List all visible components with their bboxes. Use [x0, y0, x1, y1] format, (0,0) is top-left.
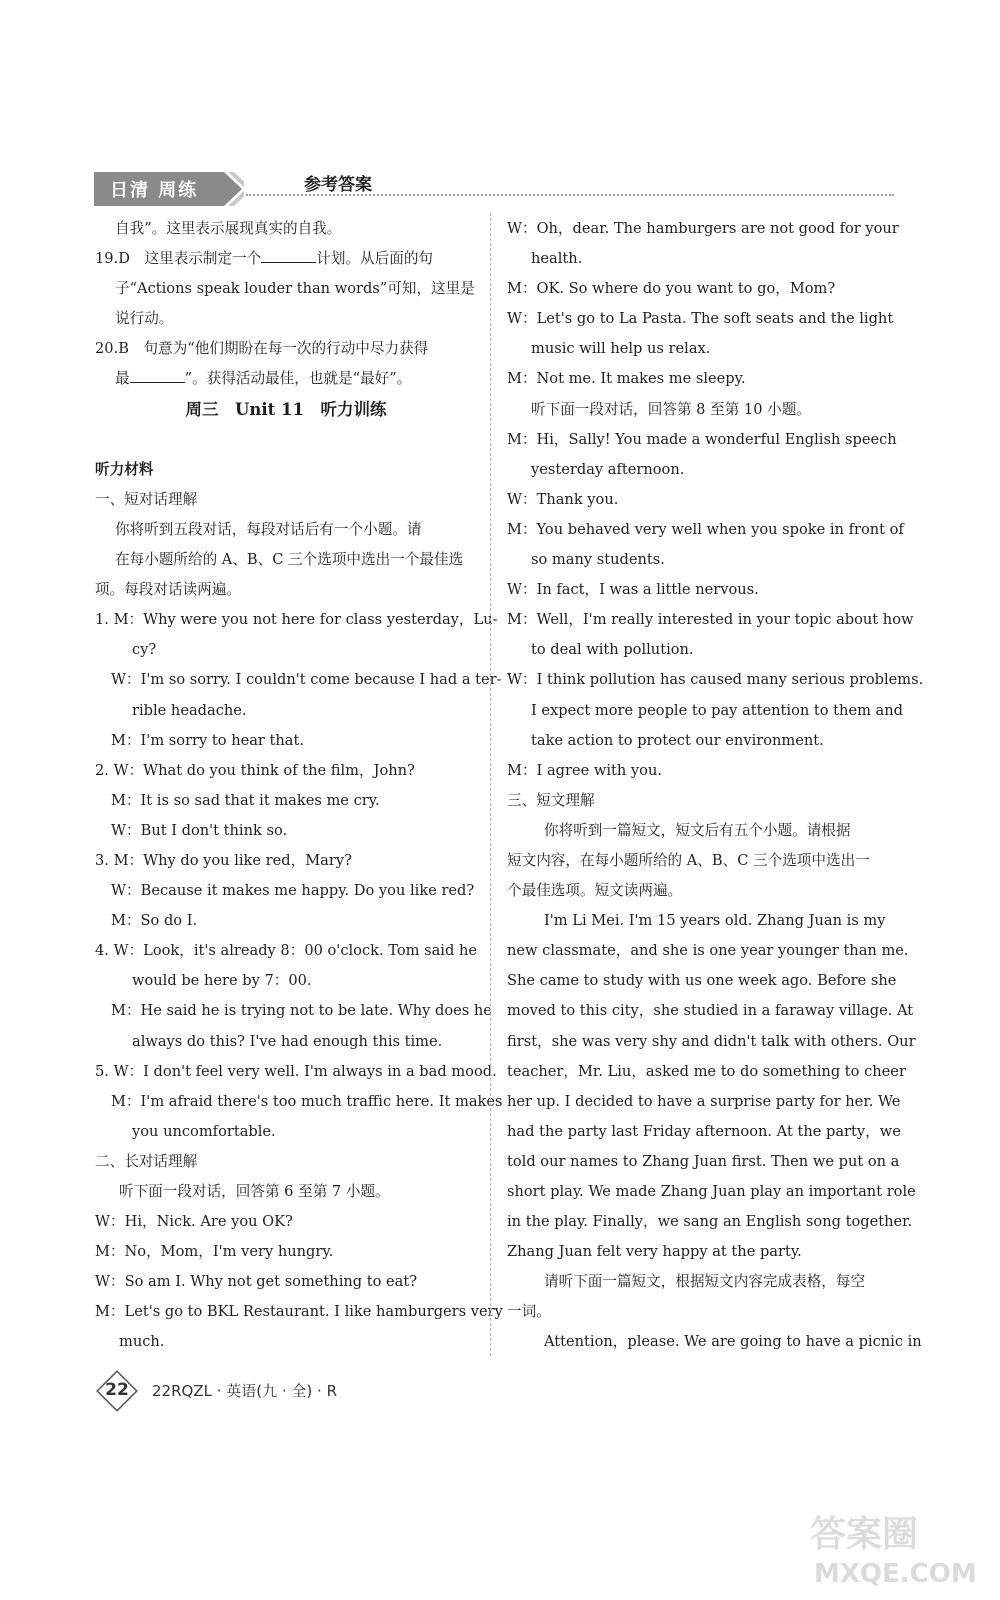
page-title: 参考答案	[304, 175, 372, 195]
line-text: much.	[119, 1333, 165, 1351]
text-line	[507, 1027, 916, 1057]
line-text: always do this? I've had enough this time.	[132, 1032, 443, 1050]
text-line	[507, 364, 890, 394]
text-line	[507, 334, 890, 364]
text-line	[507, 1057, 906, 1087]
line-text: yesterday afternoon.	[531, 460, 685, 478]
line-text: 请听下面一篇短文，根据短文内容完成表格，每空	[544, 1273, 866, 1291]
text-line	[95, 786, 477, 816]
line-text: take action to protect our environment.	[531, 731, 824, 749]
column-divider	[490, 213, 491, 1356]
text-line	[95, 635, 477, 665]
text-line	[95, 1297, 503, 1327]
text-line	[95, 936, 477, 966]
text-line	[95, 1237, 477, 1267]
line-text: to deal with pollution.	[531, 641, 694, 659]
text-line	[507, 906, 890, 936]
text-line	[507, 515, 904, 545]
line-text: you uncomfortable.	[132, 1122, 276, 1140]
text-line	[507, 726, 890, 756]
text-line	[507, 545, 890, 575]
text-line	[507, 996, 914, 1026]
line-text: in the play. Finally，we sang an English song together.	[507, 1213, 913, 1231]
line-text: M：OK. So where do you want to go，Mom?	[507, 280, 836, 298]
line-text: Attention，please. We are going to have a picnic in	[544, 1333, 922, 1351]
footer-code: 22RQZL · 英语(九 · 全) · R	[152, 1382, 337, 1400]
line-text: 说行动。	[115, 310, 174, 328]
line-text: 子“Actions speak louder than words”可知，这里是	[115, 280, 475, 298]
text-line	[507, 936, 909, 966]
text-line	[95, 334, 477, 364]
line-text: so many students.	[531, 551, 665, 569]
line-text: 20.B 句意为“他们期盼在每一次的行动中尽力获得	[95, 340, 429, 358]
line-text: 一、短对话理解	[95, 490, 198, 508]
line-text: 4. W：Look，it's already 8：00 o'clock. Tom said he	[95, 942, 477, 960]
line-text: W：So am I. Why not get something to eat?	[95, 1273, 418, 1291]
text-line	[95, 996, 492, 1026]
fill-blank	[261, 248, 316, 263]
text-line	[95, 1177, 477, 1207]
line-text: M：It is so sad that it makes me cry.	[111, 791, 380, 809]
line-text: health.	[531, 250, 583, 268]
text-line	[95, 395, 477, 425]
line-text: W：Let's go to La Pasta. The soft seats and the light	[507, 310, 894, 328]
text-line	[95, 665, 502, 695]
line-text: 三、短文理解	[507, 791, 595, 809]
text-line	[507, 1207, 913, 1237]
text-line	[507, 846, 890, 876]
text-line	[507, 1087, 901, 1117]
header-tab-label: 日清 周练	[110, 180, 199, 201]
text-line	[507, 485, 890, 515]
text-line	[95, 1207, 477, 1237]
text-line	[507, 395, 890, 425]
line-text: I expect more people to pay attention to them and	[531, 701, 903, 719]
line-text: 个最佳选项。短文读两遍。	[507, 882, 683, 900]
fill-blank	[130, 368, 185, 383]
text-line	[95, 274, 477, 304]
text-line	[507, 214, 899, 244]
line-text: 你将听到一篇短文，短文后有五个小题。请根据	[544, 821, 851, 839]
text-line	[507, 274, 890, 304]
line-text: M：I agree with you.	[507, 761, 663, 779]
line-text: cy?	[132, 641, 157, 659]
text-line	[95, 966, 477, 996]
line-text: new classmate，and she is one year younger than me.	[507, 942, 909, 960]
line-text: rible headache.	[132, 701, 247, 719]
line-text: her up. I decided to have a surprise party for her. We	[507, 1092, 901, 1110]
text-line	[95, 696, 477, 726]
text-line	[95, 244, 477, 274]
line-text: 在每小题所给的 A、B、C 三个选项中选出一个最佳选	[115, 551, 464, 569]
page-number: 22	[105, 1380, 129, 1400]
line-text: M：Hi，Sally! You made a wonderful English speech	[507, 430, 897, 448]
line-text: 听下面一段对话，回答第 6 至第 7 小题。	[119, 1183, 390, 1200]
text-line	[95, 846, 477, 876]
line-text: W：Oh，dear. The hamburgers are not good for your	[507, 220, 899, 237]
text-line	[95, 1327, 477, 1357]
line-text: teacher，Mr. Liu，asked me to do something to cheer	[507, 1062, 906, 1080]
text-line	[95, 876, 477, 906]
text-line	[95, 364, 477, 394]
line-text: W：Thank you.	[507, 490, 619, 508]
text-line	[507, 575, 890, 605]
text-line	[507, 455, 890, 485]
line-text: W：In fact，I was a little nervous.	[507, 581, 759, 599]
text-line	[95, 455, 477, 485]
line-text: first，she was very shy and didn't talk with others. Our	[507, 1032, 916, 1050]
line-text: W：I think pollution has caused many serious problems.	[507, 671, 924, 689]
text-line	[507, 304, 894, 334]
line-text: 二、长对话理解	[95, 1152, 198, 1170]
line-text: W：I'm so sorry. I couldn't come because I had a ter-	[111, 671, 502, 689]
line-text: 短文内容，在每小题所给的 A、B、C 三个选项中选出一	[507, 851, 870, 869]
text-line	[507, 786, 890, 816]
line-text: told our names to Zhang Juan first. Then we put on a	[507, 1152, 900, 1170]
line-text: M：Not me. It makes me sleepy.	[507, 370, 746, 388]
line-text: 19.D 这里表示制定一个	[95, 250, 262, 268]
svg-text:MXQE.COM: MXQE.COM	[814, 1559, 977, 1589]
line-text: moved to this city，she studied in a faraway village. At	[507, 1002, 914, 1020]
line-text: 自我”。这里表示展现真实的自我。	[115, 220, 342, 237]
text-line	[507, 816, 890, 846]
text-line	[95, 304, 477, 334]
line-text: 2. W：What do you think of the film，John?	[95, 761, 415, 779]
line-text: Zhang Juan felt very happy at the party.	[507, 1243, 802, 1261]
left-column	[95, 214, 503, 1358]
line-text: M：You behaved very well when you spoke in front of	[507, 520, 904, 538]
line-text: W：But I don't think so.	[111, 821, 288, 839]
text-line	[507, 665, 924, 695]
text-line	[507, 1147, 900, 1177]
line-text: would be here by 7：00.	[132, 972, 312, 990]
line-text: 最	[115, 370, 130, 388]
text-line	[95, 485, 477, 515]
line-text: M：I'm afraid there's too much traffic here. It makes	[111, 1092, 503, 1110]
header-tab	[94, 172, 244, 206]
text-line	[507, 425, 897, 455]
line-text: 一词。	[507, 1303, 551, 1321]
header-divider	[246, 194, 894, 196]
text-line	[95, 816, 477, 846]
text-line	[95, 1117, 477, 1147]
text-line	[507, 1267, 890, 1297]
text-line	[95, 545, 477, 575]
text-line	[507, 635, 890, 665]
text-line	[507, 1327, 922, 1357]
line-text: 项。每段对话读两遍。	[95, 581, 241, 599]
line-text: M：Well，I'm really interested in your topic about how	[507, 611, 914, 629]
line-text: 1. M：Why were you not here for class yesterday，Lu-	[95, 611, 498, 629]
text-line	[95, 425, 477, 455]
right-column	[507, 214, 924, 1358]
text-line	[507, 966, 897, 996]
text-line	[95, 906, 477, 936]
line-text: M：I'm sorry to hear that.	[111, 731, 305, 749]
line-text-after: 计划。从后面的句	[316, 250, 434, 268]
watermark-logo	[800, 1500, 980, 1590]
text-line	[95, 1057, 497, 1087]
text-line	[507, 696, 903, 726]
text-line	[507, 876, 890, 906]
line-text: M：No，Mom，I'm very hungry.	[95, 1243, 334, 1261]
line-text: 你将听到五段对话，每段对话后有一个小题。请	[115, 520, 422, 538]
text-line	[507, 756, 890, 786]
line-text: W：Hi，Nick. Are you OK?	[95, 1213, 293, 1231]
text-line	[507, 1177, 916, 1207]
line-text: 3. M：Why do you like red，Mary?	[95, 851, 352, 869]
text-line	[507, 1117, 901, 1147]
text-line	[95, 1147, 477, 1177]
line-text: W：Because it makes me happy. Do you like red?	[111, 882, 475, 900]
line-text: M：So do I.	[111, 912, 198, 930]
text-line	[95, 756, 477, 786]
text-line	[95, 575, 477, 605]
line-text-after: ”。获得活动最佳，也就是“最好”。	[184, 370, 412, 388]
line-text: 5. W：I don't feel very well. I'm always in a bad mood.	[95, 1062, 497, 1080]
text-line	[95, 1087, 503, 1117]
text-line	[95, 726, 477, 756]
line-text: M：He said he is trying not to be late. Why does he	[111, 1002, 492, 1020]
svg-text:答案圈: 答案圈	[810, 1514, 919, 1555]
line-text: M：Let's go to BKL Restaurant. I like hamburgers very	[95, 1303, 503, 1321]
line-text: I'm Li Mei. I'm 15 years old. Zhang Juan is my	[544, 912, 886, 930]
line-text: 听力材料	[95, 460, 154, 478]
line-text: had the party last Friday afternoon. At the party，we	[507, 1122, 901, 1140]
line-text: music will help us relax.	[531, 340, 711, 358]
text-line	[507, 1297, 890, 1327]
page-number-badge	[96, 1370, 138, 1412]
text-line	[95, 1027, 477, 1057]
text-line	[507, 605, 914, 635]
line-text: 听下面一段对话，回答第 8 至第 10 小题。	[531, 400, 811, 418]
text-line	[95, 515, 477, 545]
text-line	[95, 214, 477, 244]
line-text: 周三 Unit 11 听力训练	[185, 399, 387, 419]
text-line	[507, 244, 890, 274]
line-text: She came to study with us one week ago. Before she	[507, 972, 897, 990]
line-text: short play. We made Zhang Juan play an important role	[507, 1183, 916, 1200]
text-line	[95, 605, 498, 635]
text-line	[95, 1267, 477, 1297]
text-line	[507, 1237, 890, 1267]
